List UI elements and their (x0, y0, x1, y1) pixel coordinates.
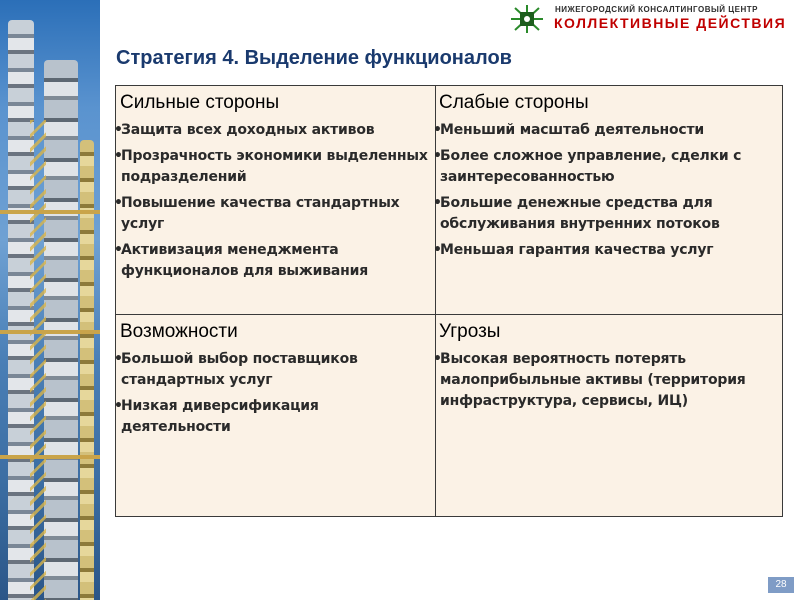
strengths-list (118, 120, 431, 282)
list-item: • Меньший масштаб деятельности (437, 120, 778, 141)
list-item: • Повышение качества стандартных услуг (118, 193, 431, 235)
threats-list (437, 349, 778, 412)
list-item: • Защита всех доходных активов (118, 120, 431, 141)
slide-title: Стратегия 4. Выделение функционалов (116, 47, 512, 69)
list-item: • Активизация менеджмента функционалов для выживания (118, 240, 431, 282)
weaknesses-cell (435, 86, 782, 314)
pipe (0, 210, 100, 214)
industrial-photo (0, 0, 100, 600)
pipe (0, 455, 100, 459)
list-item: • Большой выбор поставщиков стандартных услуг (118, 349, 431, 391)
pipe (0, 330, 100, 334)
opportunities-list (118, 349, 431, 438)
logo-title: КОЛЛЕКТИВНЫЕ ДЕЙСТВИЯ (554, 15, 787, 31)
scaffold-frame (30, 120, 46, 600)
list-item: • Меньшая гарантия качества услуг (437, 240, 778, 261)
logo-subtitle: НИЖЕГОРОДСКИЙ КОНСАЛТИНГОВЫЙ ЦЕНТР (555, 5, 758, 14)
company-logo (505, 2, 800, 36)
column-tower (80, 140, 94, 600)
list-item: • Низкая диверсификация деятельности (118, 396, 431, 438)
swot-table (115, 85, 783, 517)
list-item: • Прозрачность экономики выделенных подразделений (118, 146, 431, 188)
opportunities-cell (116, 314, 435, 516)
threats-heading: Угрозы (439, 321, 501, 342)
strengths-heading: Сильные стороны (120, 92, 280, 113)
emblem-icon (505, 2, 549, 36)
weaknesses-heading: Слабые стороны (439, 92, 589, 113)
threats-cell (435, 314, 782, 516)
list-item: • Большие денежные средства для обслуживания внутренних потоков (437, 193, 778, 235)
opportunities-heading: Возможности (120, 321, 238, 342)
list-item: • Высокая вероятность потерять малоприбыльные активы (территория инфраструктура, сервисы, ИЦ) (437, 349, 778, 412)
weaknesses-list (437, 120, 778, 261)
list-item: • Более сложное управление, сделки с заинтересованностью (437, 146, 778, 188)
page-number: 28 (768, 577, 794, 593)
strengths-cell (116, 86, 435, 314)
